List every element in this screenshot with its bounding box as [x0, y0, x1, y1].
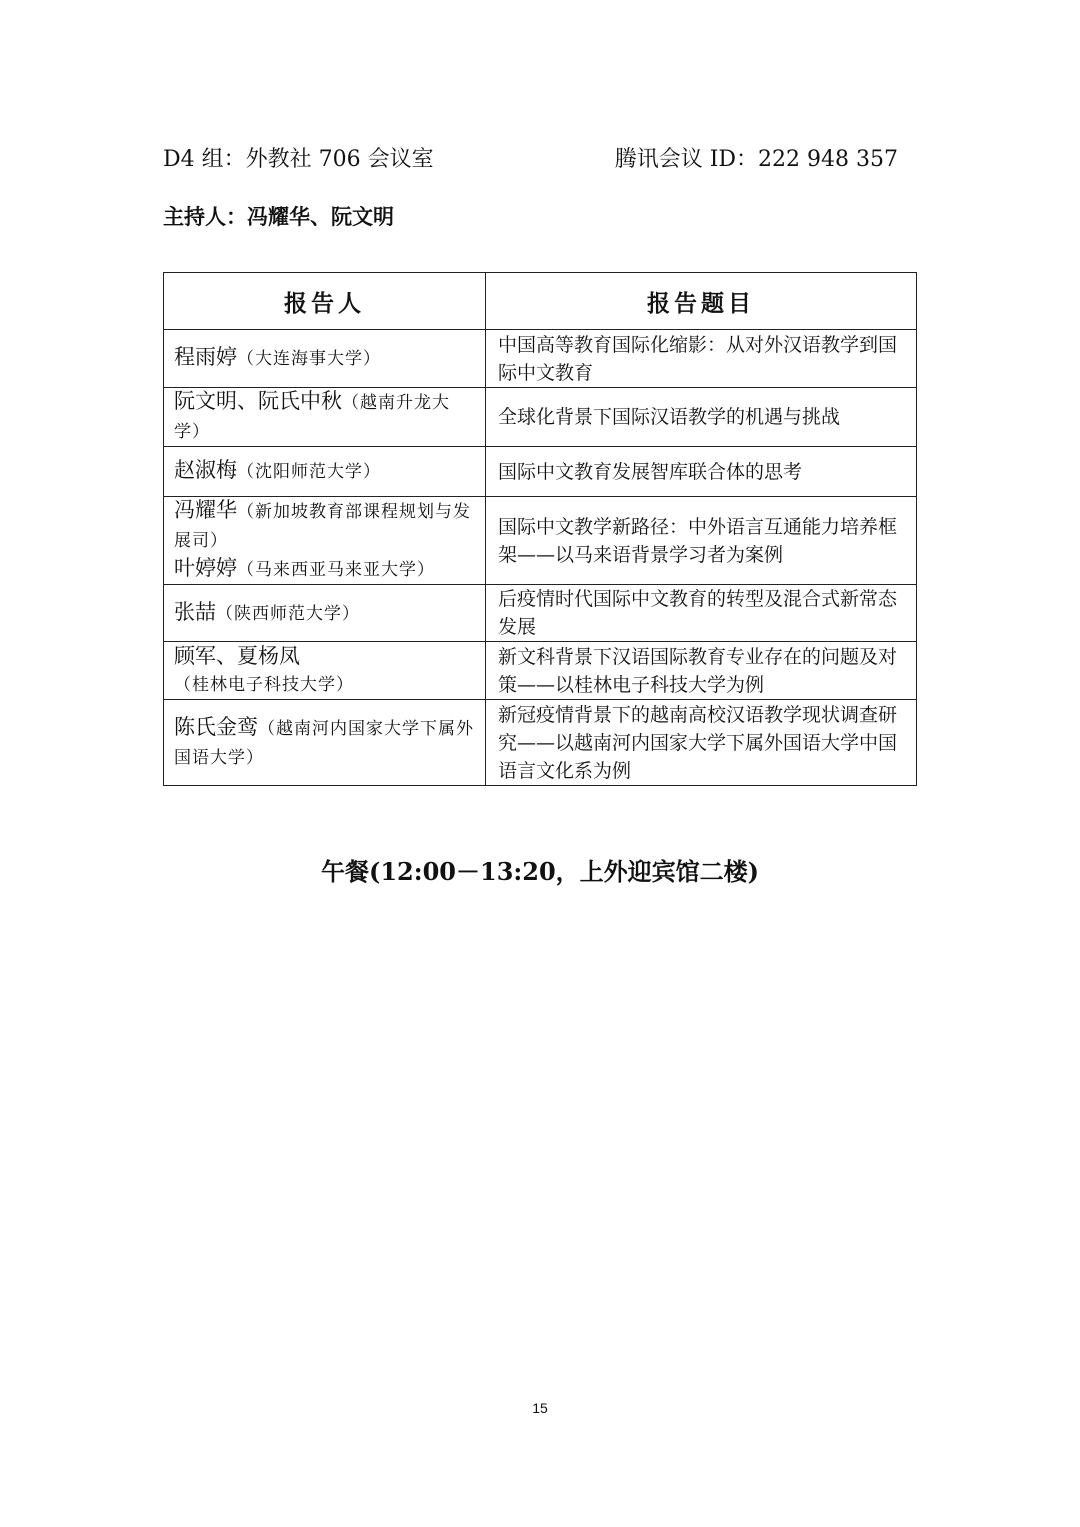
presenter-cell — [164, 642, 486, 700]
group-room-info: D4 组：外教社 706 会议室 — [163, 147, 434, 172]
presenter-cell — [164, 585, 486, 642]
presenter-institution: （越南升龙大学） — [174, 393, 450, 442]
presenter-name: 阮文明、阮氏中秋 — [174, 389, 342, 413]
table-row — [164, 330, 917, 388]
header-presenter: 报告人 — [164, 273, 486, 330]
presentation-table — [163, 272, 917, 786]
page-number: 15 — [532, 1400, 548, 1416]
presenter-cell — [164, 330, 486, 388]
presenter-name: 顾军、夏杨凤 — [174, 643, 300, 668]
presenter-cell — [164, 447, 486, 497]
presenter-institution: （大连海事大学） — [237, 349, 381, 369]
topic-cell: 后疫情时代国际中文教育的转型及混合式新常态发展 — [486, 585, 917, 642]
topic-cell: 新文科背景下汉语国际教育专业存在的问题及对策——以桂林电子科技大学为例 — [486, 642, 917, 700]
presenter-institution: （沈阳师范大学） — [237, 462, 381, 482]
presenter-institution: （越南河内国家大学下属外国语大学） — [174, 718, 474, 768]
header-topic: 报告题目 — [486, 273, 917, 330]
lunch-break-line: 午餐(12:00－13:20，上外迎宾馆二楼) — [320, 857, 760, 886]
topic-cell: 新冠疫情背景下的越南高校汉语教学现状调查研究——以越南河内国家大学下属外国语大学中国语言文化系为例 — [486, 700, 917, 786]
host-line: 主持人：冯耀华、阮文明 — [163, 205, 394, 229]
topic-cell: 国际中文教育发展智库联合体的思考 — [486, 447, 917, 497]
table-header-row — [164, 273, 917, 330]
presenter-name: 赵淑梅 — [174, 458, 237, 482]
table-row — [164, 497, 917, 585]
presenter-cell — [164, 388, 486, 447]
presenter-institution: （新加坡教育部课程规划与发展司） — [174, 502, 471, 551]
presenter-cell — [164, 497, 486, 585]
presenter-institution: （马来西亚马来亚大学） — [237, 560, 435, 580]
table-row — [164, 700, 917, 786]
topic-cell: 中国高等教育国际化缩影：从对外汉语教学到国际中文教育 — [486, 330, 917, 388]
table-row — [164, 388, 917, 447]
topic-cell: 全球化背景下国际汉语教学的机遇与挑战 — [486, 388, 917, 447]
session-header — [163, 143, 898, 177]
presenter-name: 张喆 — [174, 599, 216, 624]
topic-cell: 国际中文教学新路径：中外语言互通能力培养框架——以马来语背景学习者为案例 — [486, 497, 917, 585]
presenter-institution: （桂林电子科技大学） — [174, 674, 354, 695]
presenter-name: 冯耀华 — [174, 498, 237, 522]
presenter-name: 叶婷婷 — [174, 556, 237, 580]
table-row — [164, 585, 917, 642]
tencent-meeting-id: 腾讯会议 ID：222 948 357 — [614, 147, 898, 172]
presenter-name: 程雨婷 — [174, 345, 237, 369]
table-row — [164, 642, 917, 700]
presenter-name: 陈氏金鸾 — [174, 714, 258, 739]
table-row — [164, 447, 917, 497]
presenter-institution: （陕西师范大学） — [216, 603, 360, 624]
presenter-cell — [164, 700, 486, 786]
